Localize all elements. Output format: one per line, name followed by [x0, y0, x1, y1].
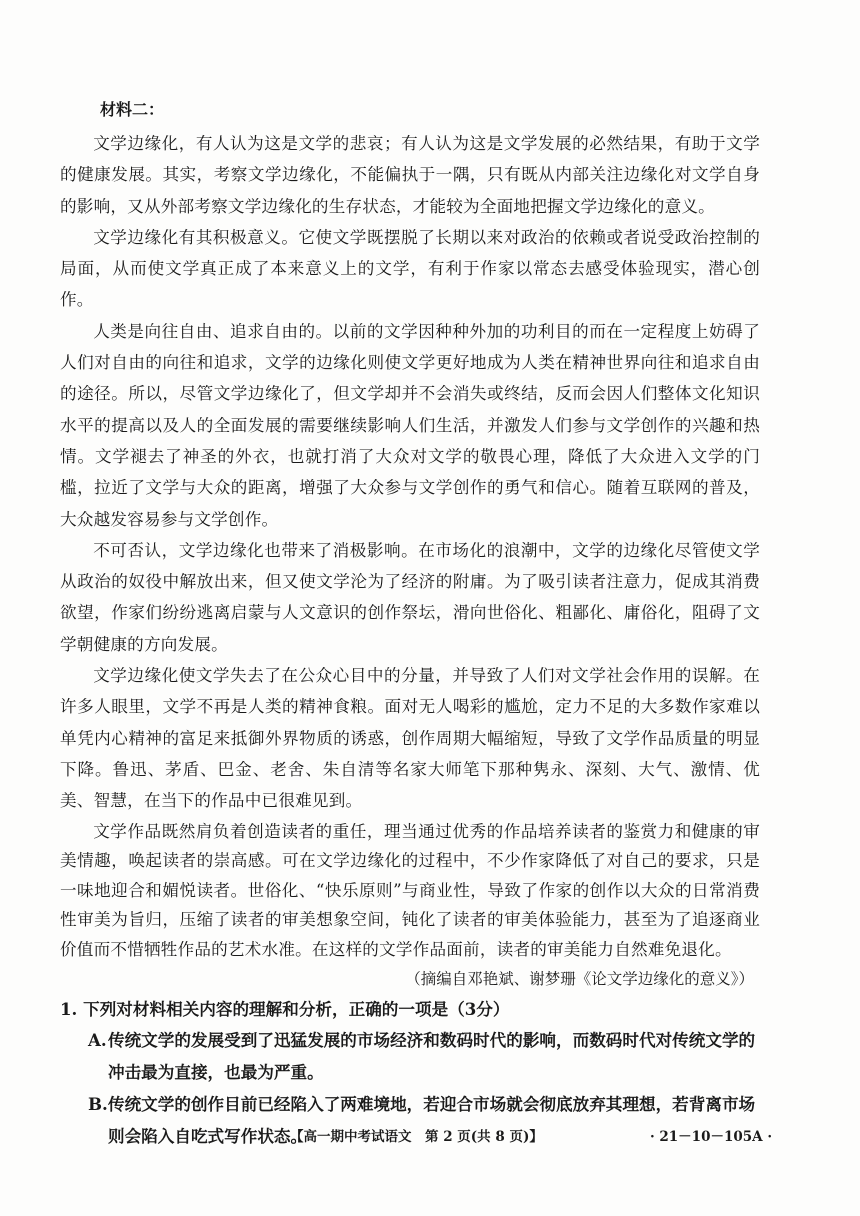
footer-page-info: 【高一期中考试语文 第 2 页(共 8 页)】 — [290, 1129, 543, 1145]
page-content — [60, 96, 760, 1152]
option-a — [88, 1024, 760, 1088]
source-citation: （摘编自邓艳斌、谢梦珊《论文学边缘化的意义》） — [405, 970, 754, 989]
paragraph-2: 文学边缘化有其积极意义。它使文学既摆脱了长期以来对政治的依赖或者说受政治控制的局面，从而使文学真正成了本来意义上的文学，有利于作家以常态去感受体验现实，潜心创作。 — [60, 227, 760, 310]
option-a-text: 传统文学的发展受到了迅猛发展的市场经济和数码时代的影响，而数码时代对传统文学的冲击最为直接，也最为严重。 — [108, 1030, 756, 1083]
option-b-letter: B. — [88, 1094, 108, 1115]
footer-code: · 21－10－105A · — [650, 1129, 773, 1145]
paragraph-6: 文学作品既然肩负着创造读者的重任，理当通过优秀的作品培养读者的鉴赏力和健康的审美情趣，唤起读者的崇高感。可在文学边缘化的过程中，不少作家降低了对自己的要求，只是一味地迎合和媚悦读者。世俗化、“快乐原则”与商业性，导致了作家的创作以大众的日常消费性审美为旨归，压缩了读者的审美想象空间，钝化了读者的审美体验能力，甚至为了追逐商业价值而不惜牺牲作品的艺术水准。在这样的文学作品面前，读者的审美能力自然难免退化。 — [60, 821, 760, 959]
paragraph-1: 文学边缘化，有人认为这是文学的悲哀；有人认为这是文学发展的必然结果，有助于文学的健康发展。其实，考察文学边缘化，不能偏执于一隅，只有既从内部关注边缘化对文学自身的影响，又从外部考察文学边缘化的生存状态，才能较为全面地把握文学边缘化的意义。 — [60, 134, 760, 216]
paragraph-4: 不可否认，文学边缘化也带来了消极影响。在市场化的浪潮中，文学的边缘化尽管使文学从政治的奴役中解放出来，但又使文学沦为了经济的附庸。为了吸引读者注意力，促成其消费欲望，作家们纷纷逃离启蒙与人文意识的创作祭坛，滑向世俗化、粗鄙化、庸俗化，阻碍了文学朝健康的方向发展。 — [60, 540, 760, 654]
paragraph-3: 人类是向往自由、追求自由的。以前的文学因种种外加的功利目的而在一定程度上妨碍了人们对自由的向往和追求，文学的边缘化则使文学更好地成为人类在精神世界向往和追求自由的途径。所以，尽管文学边缘化了，但文学却并不会消失或终结，反而会因人们整体文化知识水平的提高以及人的全面发展的需要继续影响人们生活，并激发人们参与文学创作的兴趣和热情。文学褪去了神圣的外衣，也就打消了大众对文学的敬畏心理，降低了大众进入文学的门槛，拉近了文学与大众的距离，增强了大众参与文学创作的勇气和信心。随着互联网的普及，大众越发容易参与文学创作。 — [60, 321, 760, 529]
material-heading: 材料二： — [100, 100, 165, 119]
question-stem: 1. 下列对材料相关内容的理解和分析，正确的一项是（3分） — [60, 999, 510, 1020]
paragraph-5: 文学边缘化使文学失去了在公众心目中的分量，并导致了人们对文学社会作用的误解。在许多人眼里，文学不再是人类的精神食粮。面对无人喝彩的尴尬，定力不足的大多数作家难以单凭内心精神的富足来抵御外界物质的诱惑，创作周期大幅缩短，导致了文学作品质量的明显下降。鲁迅、茅盾、巴金、老舍、朱自清等名家大师笔下那种隽永、深刻、大气、激情、优美、智慧，在当下的作品中已很难见到。 — [60, 666, 760, 811]
option-b-text: 传统文学的创作目前已经陷入了两难境地，若迎合市场就会彻底放弃其理想，若背离市场则会陷入自吃式写作状态。 — [108, 1094, 756, 1147]
option-a-letter: A. — [88, 1030, 107, 1051]
